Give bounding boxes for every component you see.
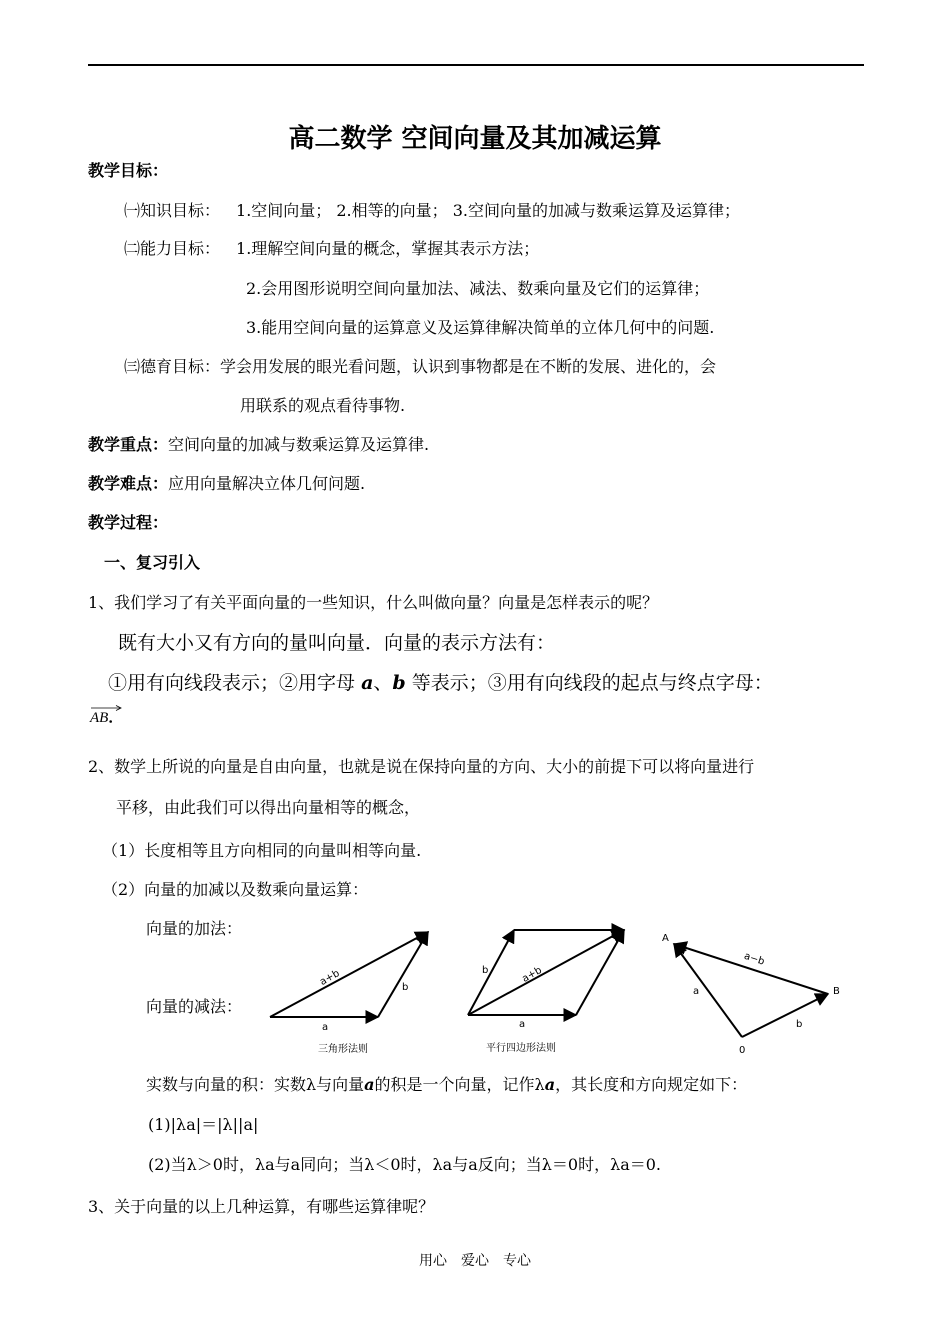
subtraction-vector-b	[742, 994, 828, 1037]
methods-sep: 、	[373, 672, 393, 694]
subtraction-label-b: b	[796, 1019, 803, 1030]
page-title: 高二数学 空间向量及其加减运算	[288, 124, 662, 154]
triangle-label-b: b	[402, 982, 409, 993]
point-O-label: 0	[739, 1045, 746, 1056]
ability-goal-2: 2.会用图形说明空间向量加法、减法、数乘向量及它们的运算律；	[246, 279, 710, 298]
parallelogram-caption: 平行四边形法则	[486, 1043, 556, 1054]
letter-b: b	[392, 672, 406, 694]
process-heading: 教学过程：	[88, 513, 169, 532]
parallelogram-label-b: b	[482, 965, 489, 976]
scalar-p2: 的积是一个向量，记作λ	[374, 1075, 545, 1094]
triangle-caption: 三角形法则	[318, 1044, 368, 1055]
knowledge-goal-label: ㈠知识目标：	[124, 201, 221, 220]
parallelogram-label-sum: a+b	[520, 964, 544, 985]
triangle-rule-figure	[270, 932, 428, 1055]
key-point-text: 空间向量的加减与数乘运算及运算律.	[168, 435, 430, 454]
question-1: 1、我们学习了有关平面向量的一些知识，什么叫做向量？向量是怎样表示的呢？	[88, 593, 659, 612]
ability-goal-label: ㈡能力目标：	[124, 239, 221, 258]
moral-goal-label: ㈢德育目标：	[124, 357, 221, 376]
vector-ab-end: ．	[108, 708, 124, 726]
triangle-vector-sum	[270, 932, 428, 1017]
moral-goal-1: 学会用发展的眼光看问题，认识到事物都是在不断的发展、进化的，会	[220, 357, 717, 376]
parallelogram-rule-figure	[468, 930, 624, 1054]
parallelogram-label-a: a	[519, 1019, 526, 1030]
methods-part1: ①用有向线段表示；②用字母	[108, 672, 356, 694]
question-3: 3、关于向量的以上几种运算，有哪些运算律呢？	[88, 1197, 435, 1216]
item-equal-vectors: （1）长度相等且方向相同的向量叫相等向量.	[102, 841, 422, 860]
section-review: 一、复习引入	[104, 553, 201, 572]
difficulty-label: 教学难点：	[88, 474, 169, 493]
knowledge-goal-text: 1.空间向量； 2.相等的向量； 3.空间向量的加减与数乘运算及运算律；	[236, 201, 740, 220]
scalar-p3: ，其长度和方向规定如下：	[555, 1075, 748, 1094]
scalar-a-2: a	[544, 1075, 556, 1094]
subtraction-figure	[662, 933, 840, 1056]
vector-ab: AB	[90, 710, 109, 726]
scalar-rule-2: (2)当λ＞0时，λa与a同向；当λ＜0时，λa与a反向；当λ＝0时，λa＝0.	[148, 1155, 662, 1174]
item-operations: （2）向量的加减以及数乘向量运算：	[102, 880, 369, 899]
scalar-a: a	[364, 1075, 375, 1094]
ability-goal-3: 3.能用空间向量的运算意义及运算律解决简单的立体几何中的问题.	[246, 318, 715, 337]
scalar-rule-1: (1)|λa|＝|λ||a|	[148, 1115, 259, 1134]
subtraction-label-diff: a−b	[742, 950, 766, 968]
goals-heading: 教学目标：	[88, 161, 169, 180]
triangle-label-sum: a+b	[318, 967, 342, 988]
letter-a: a	[361, 672, 374, 694]
subtraction-label: 向量的减法：	[146, 997, 243, 1016]
triangle-label-a: a	[322, 1022, 329, 1033]
scalar-p1: 实数与向量的积：实数λ与向量	[146, 1075, 365, 1094]
point-A-label: A	[662, 933, 669, 944]
question-1-answer: 既有大小又有方向的量叫向量．向量的表示方法有：	[118, 632, 556, 654]
page-footer: 用心 爱心 专心	[419, 1253, 531, 1269]
key-point-label: 教学重点：	[88, 435, 169, 454]
moral-goal-2: 用联系的观点看待事物.	[240, 396, 406, 415]
question-2-line1: 2、数学上所说的向量是自由向量，也就是说在保持向量的方向、大小的前提下可以将向量进行	[88, 757, 755, 776]
question-2-line2: 平移，由此我们可以得出向量相等的概念，	[116, 798, 421, 817]
addition-label: 向量的加法：	[146, 919, 243, 938]
ability-goal-1: 1.理解空间向量的概念，掌握其表示方法；	[236, 239, 540, 258]
scalar-product-text	[146, 1072, 747, 1095]
methods-part2: 等表示；③用有向线段的起点与终点字母：	[411, 672, 773, 694]
subtraction-label-a: a	[693, 986, 700, 997]
point-B-label: B	[833, 986, 840, 997]
difficulty-text: 应用向量解决立体几何问题.	[168, 474, 366, 493]
subtraction-vector-a	[674, 944, 742, 1037]
